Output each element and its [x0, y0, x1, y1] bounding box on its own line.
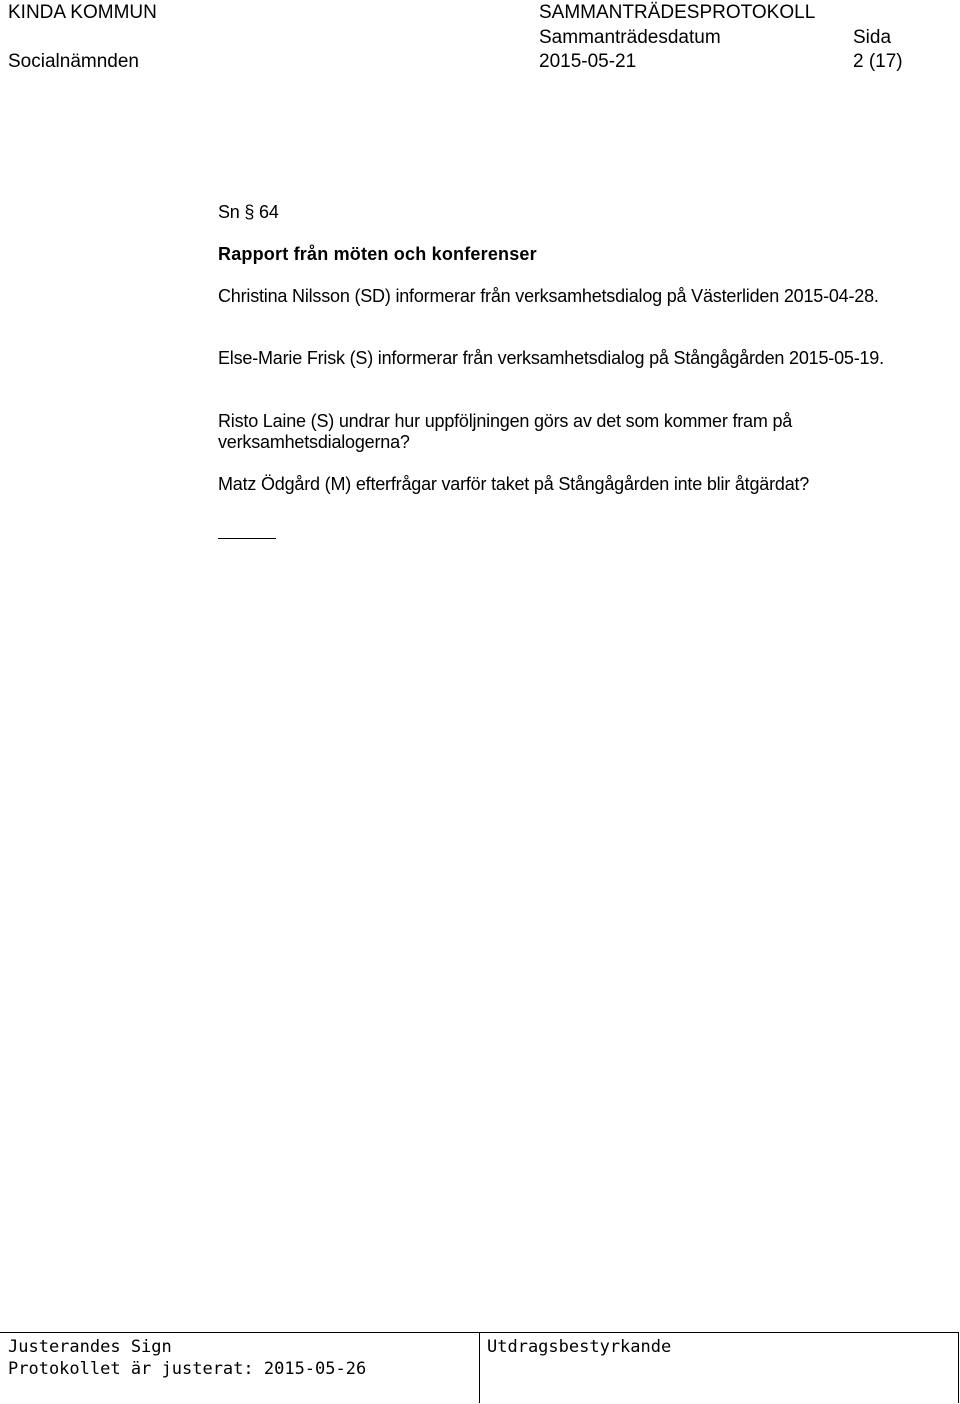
document-type: SAMMANTRÄDESPROTOKOLL — [539, 2, 816, 23]
justified-date: Protokollet är justerat: 2015-05-26 — [8, 1359, 367, 1379]
page-label: Sida — [853, 27, 892, 48]
end-rule — [218, 538, 276, 539]
section-number: Sn § 64 — [218, 202, 279, 222]
paragraph: Else-Marie Frisk (S) informerar från verksamhetsdialog på Stångågården 2015-05-19. — [218, 348, 884, 368]
organization-name: KINDA KOMMUN — [8, 2, 157, 23]
signature-footer — [0, 1332, 959, 1403]
signature-label: Justerandes Sign — [8, 1337, 172, 1357]
paragraph: Christina Nilsson (SD) informerar från verksamhetsdialog på Västerliden 2015-04-28. — [218, 286, 879, 306]
footer-divider — [479, 1333, 480, 1403]
paragraph: Matz Ödgård (M) efterfrågar varför taket på Stångågården inte blir åtgärdat? — [218, 474, 810, 494]
paragraph: Risto Laine (S) undrar hur uppföljningen görs av det som kommer fram på verksamhetsdialogerna? — [218, 411, 793, 452]
excerpt-certification-label: Utdragsbestyrkande — [487, 1337, 672, 1357]
committee-name: Socialnämnden — [8, 51, 139, 72]
meeting-date-label: Sammanträdesdatum — [539, 27, 721, 48]
section-title: Rapport från möten och konferenser — [218, 244, 537, 264]
meeting-date: 2015-05-21 — [539, 51, 637, 72]
page-number: 2 (17) — [853, 51, 903, 72]
